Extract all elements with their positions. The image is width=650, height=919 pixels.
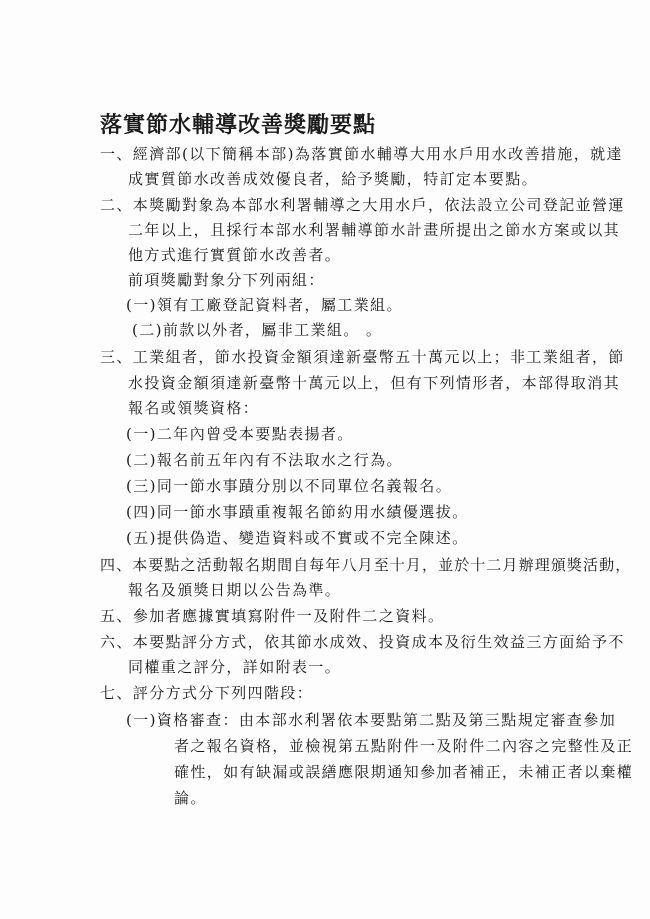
item-6-line-2: 同權重之評分，詳如附表一。 [128,658,342,676]
item-2-line-1: 二、本獎勵對象為本部水利署輔導之大用水戶，依法設立公司登記並營運 [100,196,625,214]
item-3-sub-3: (三)同一節水事蹟分別以不同單位名義報名。 [126,477,453,495]
item-7-line-1: 七、評分方式分下列四階段： [100,684,314,702]
item-7-sub-1-line-3: 確性，如有缺漏或誤繕應限期通知參加者補正，未補正者以棄權 [174,763,634,781]
item-3-sub-1: (一)二年內曾受本要點表揚者。 [126,425,354,443]
item-7-sub-1-line-2: 者之報名資格，並檢視第五點附件一及附件二內容之完整性及正 [174,737,634,755]
item-7-sub-1-line-1: (一)資格審查：由本部水利署依本要點第二點及第三點規定審查參加 [126,711,617,729]
item-2-line-2: 二年以上，且採行本部水利署輔導節水計畫所提出之節水方案或以其 [128,221,621,239]
item-6-line-1: 六、本要點評分方式，依其節水成效、投資成本及衍生效益三方面給予不 [100,633,625,651]
item-3-sub-5: (五)提供偽造、變造資料或不實或不完全陳述。 [126,529,469,547]
item-1-line-2: 成實質節水改善成效優良者，給予獎勵，特訂定本要點。 [128,170,539,188]
item-3-sub-4: (四)同一節水事蹟重複報名節約用水績優選拔。 [126,503,469,521]
item-3-sub-2: (二)報名前五年內有不法取水之行為。 [126,451,403,469]
item-4-line-2: 報名及頒獎日期以公告為準。 [128,581,342,599]
item-5-line-1: 五、參加者應據實填寫附件一及附件二之資料。 [100,607,445,625]
item-4-line-1: 四、本要點之活動報名期間自每年八月至十月，並於十二月辦理頒獎活動， [100,556,632,574]
item-1-line-1: 一、經濟部(以下簡稱本部)為落實節水輔導大用水戶用水改善措施，就達 [100,145,623,163]
page-title: 落實節水輔導改善獎勵要點 [100,112,377,138]
item-3-line-1: 三、工業組者，節水投資金額須達新臺幣五十萬元以上；非工業組者，節 [100,348,625,366]
item-3-line-3: 報名或領獎資格： [128,399,260,417]
item-2-line-4: 前項獎勵對象分下列兩組： [128,271,325,289]
item-2-line-3: 他方式進行實質節水改善者。 [128,246,342,264]
item-2-sub-2: (二)前款以外者，屬非工業組。 。 [132,321,383,339]
item-7-sub-1-line-4: 論。 [174,789,207,807]
item-3-line-2: 水投資金額須達新臺幣十萬元以上，但有下列情形者，本部得取消其 [128,374,621,392]
item-2-sub-1: (一)領有工廠登記資料者，屬工業組。 [126,296,403,314]
